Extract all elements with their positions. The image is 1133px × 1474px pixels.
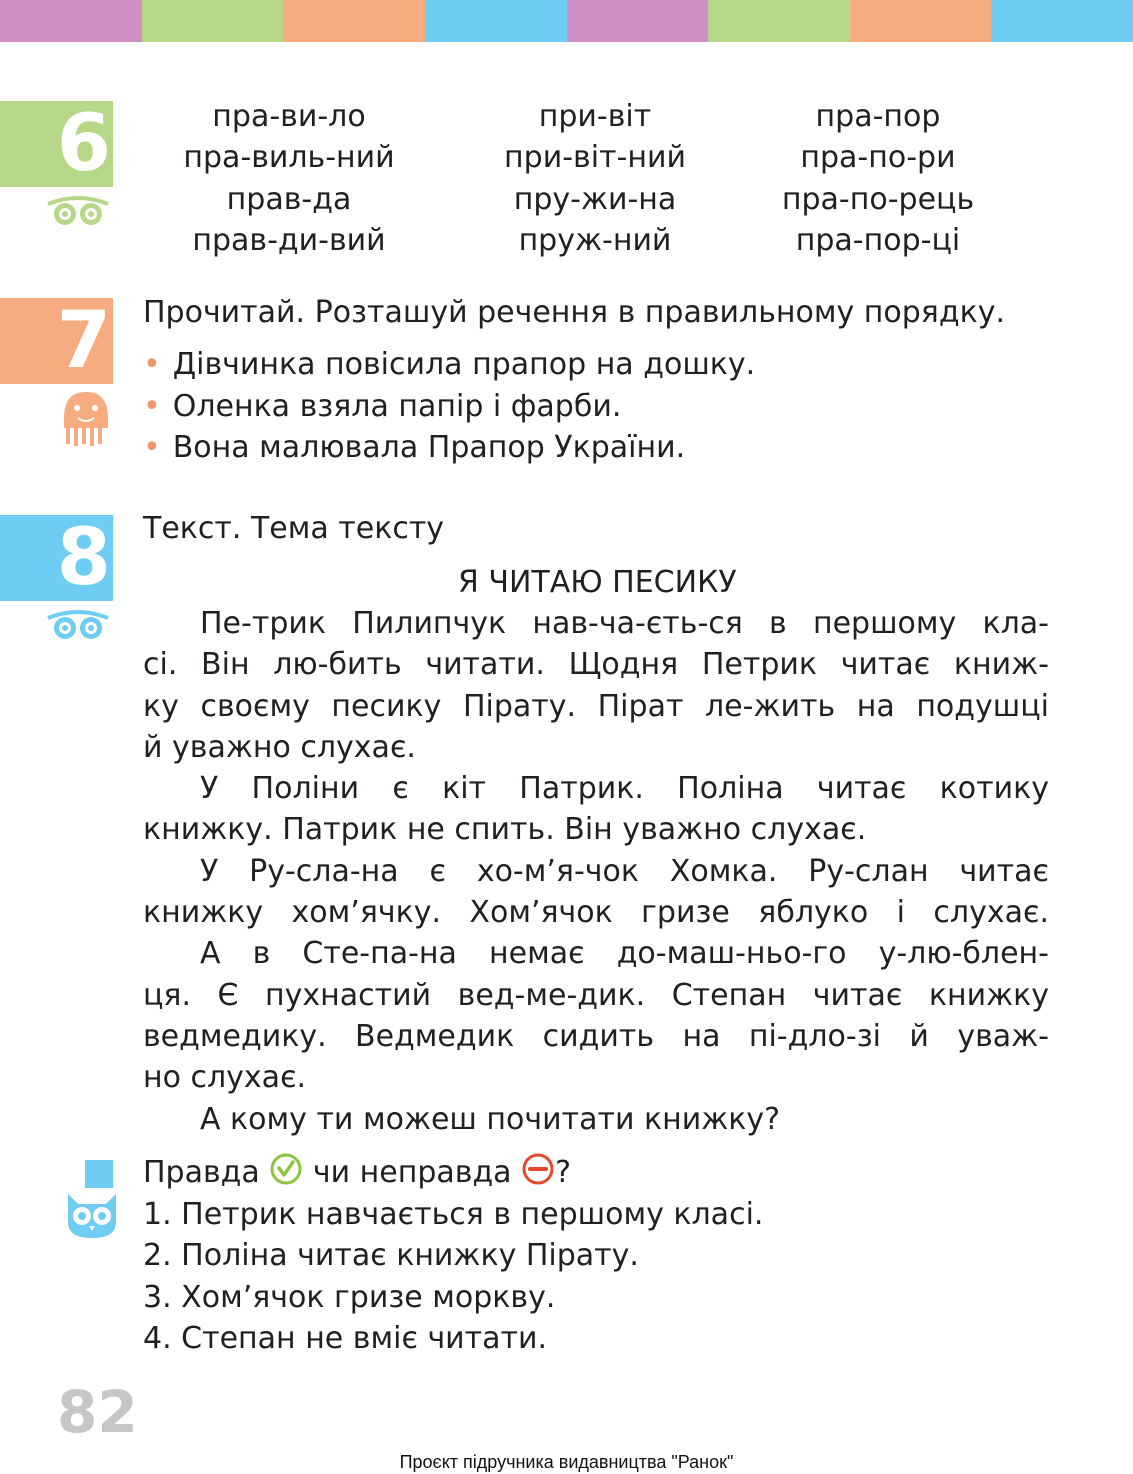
- owl-eyes-icon: [45, 194, 111, 228]
- task-7-number: 7: [0, 298, 113, 384]
- topbar-segment-3: [283, 0, 425, 42]
- story-line: У Поліни є кіт Патрик. Поліна читає котику: [200, 771, 1049, 807]
- story-line: книжку хом’ячку. Хом’ячок гризе яблуко і слухає.: [143, 895, 1049, 931]
- octopus-icon: [60, 388, 112, 448]
- minus-circle-icon: [521, 1152, 555, 1186]
- quiz-prompt: [143, 1152, 571, 1193]
- word: пра-виль-ний: [183, 140, 395, 176]
- quiz-prompt-question-mark: ?: [555, 1155, 572, 1190]
- topbar-segment-8: [991, 0, 1133, 42]
- word: пра-по-рець: [781, 181, 975, 217]
- task-7-instruction: Прочитай. Розташуй речення в правильному порядку.: [143, 295, 1005, 330]
- topbar-segment-1: [0, 0, 142, 42]
- task-8-heading: Текст. Тема тексту: [143, 511, 445, 546]
- topbar-segment-5: [567, 0, 709, 42]
- word: пра-по-ри: [800, 140, 956, 176]
- word: пра-пор-ці: [795, 222, 961, 258]
- word: пруж-ний: [518, 222, 672, 258]
- topbar-segment-4: [425, 0, 567, 42]
- topbar-segment-6: [708, 0, 850, 42]
- quiz-prompt-true: Правда: [143, 1155, 260, 1190]
- bullet-dot: •: [143, 389, 161, 424]
- owl-icon: [64, 1192, 120, 1240]
- quiz-item-1: 1. Петрик навчається в першому класі.: [143, 1197, 764, 1232]
- topbar-segment-2: [142, 0, 284, 42]
- story-line: ведмедику. Ведмедик сидить на пі-дло-зі й уваж-: [143, 1018, 1049, 1054]
- bullet-text: Вона малювала Прапор України.: [172, 430, 686, 465]
- story-title: Я ЧИТАЮ ПЕСИКУ: [458, 565, 737, 600]
- task-8-number: 8: [0, 515, 113, 601]
- footer-note: Проєкт підручника видавництва "Ранок": [399, 1452, 734, 1472]
- task-7-bullet-1: [143, 344, 755, 385]
- word: при-віт: [538, 99, 652, 134]
- quiz-item-3: 3. Хом’ячок гризе моркву.: [143, 1280, 556, 1315]
- story-line: сі. Він лю-бить читати. Щодня Петрик читає книж-: [143, 647, 1049, 683]
- task-7-bullet-2: [143, 386, 621, 427]
- word: пру-жи-на: [513, 181, 677, 217]
- task-6-number: 6: [0, 101, 113, 187]
- square-marker-icon: [85, 1160, 113, 1188]
- word: прав-ди-вий: [192, 222, 386, 258]
- story-line: книжку. Патрик не спить. Він уважно слухає.: [143, 812, 867, 848]
- story-line: ку своєму песику Пірату. Пірат ле-жить на подушці: [143, 688, 1049, 724]
- bullet-dot: •: [143, 347, 161, 382]
- quiz-prompt-false: чи неправда: [312, 1155, 512, 1190]
- word: пра-пор: [815, 99, 941, 134]
- story-line: но слухає.: [143, 1060, 307, 1096]
- task-6-column-2: [482, 96, 708, 261]
- task-6-column-1: [168, 96, 410, 261]
- story-line: А кому ти можеш почитати книжку?: [200, 1101, 781, 1137]
- bullet-text: Дівчинка повісила прапор на дошку.: [172, 347, 756, 382]
- story-line: У Ру-сла-на є хо-м’я-чок Хомка. Ру-слан читає: [200, 853, 1049, 889]
- story-line: й уважно слухає.: [143, 729, 416, 765]
- story-line: Пе-трик Пилипчук нав-ча-єть-ся в першому кла-: [200, 606, 1049, 641]
- story-line: ця. Є пухнастий вед-ме-дик. Степан читає книжку: [143, 977, 1049, 1013]
- top-color-bar: [0, 0, 1133, 42]
- task-6-column-3: [762, 96, 994, 261]
- bullet-text: Оленка взяла папір і фарби.: [172, 389, 622, 424]
- topbar-segment-7: [850, 0, 992, 42]
- word: прав-да: [226, 181, 352, 217]
- word: пра-ви-ло: [212, 99, 366, 134]
- quiz-item-4: 4. Степан не вміє читати.: [143, 1321, 548, 1356]
- page-number: 82: [57, 1378, 138, 1446]
- owl-eyes-icon: [45, 608, 111, 642]
- word: при-віт-ний: [504, 140, 686, 176]
- check-circle-icon: [269, 1152, 303, 1186]
- story-text: [143, 603, 1049, 1140]
- quiz-item-2: 2. Поліна читає книжку Пірату.: [143, 1238, 639, 1273]
- story-line: А в Сте-па-на немає до-маш-ньо-го у-лю-блен-: [200, 936, 1049, 972]
- task-7-bullet-3: [143, 427, 685, 468]
- bullet-dot: •: [143, 430, 161, 465]
